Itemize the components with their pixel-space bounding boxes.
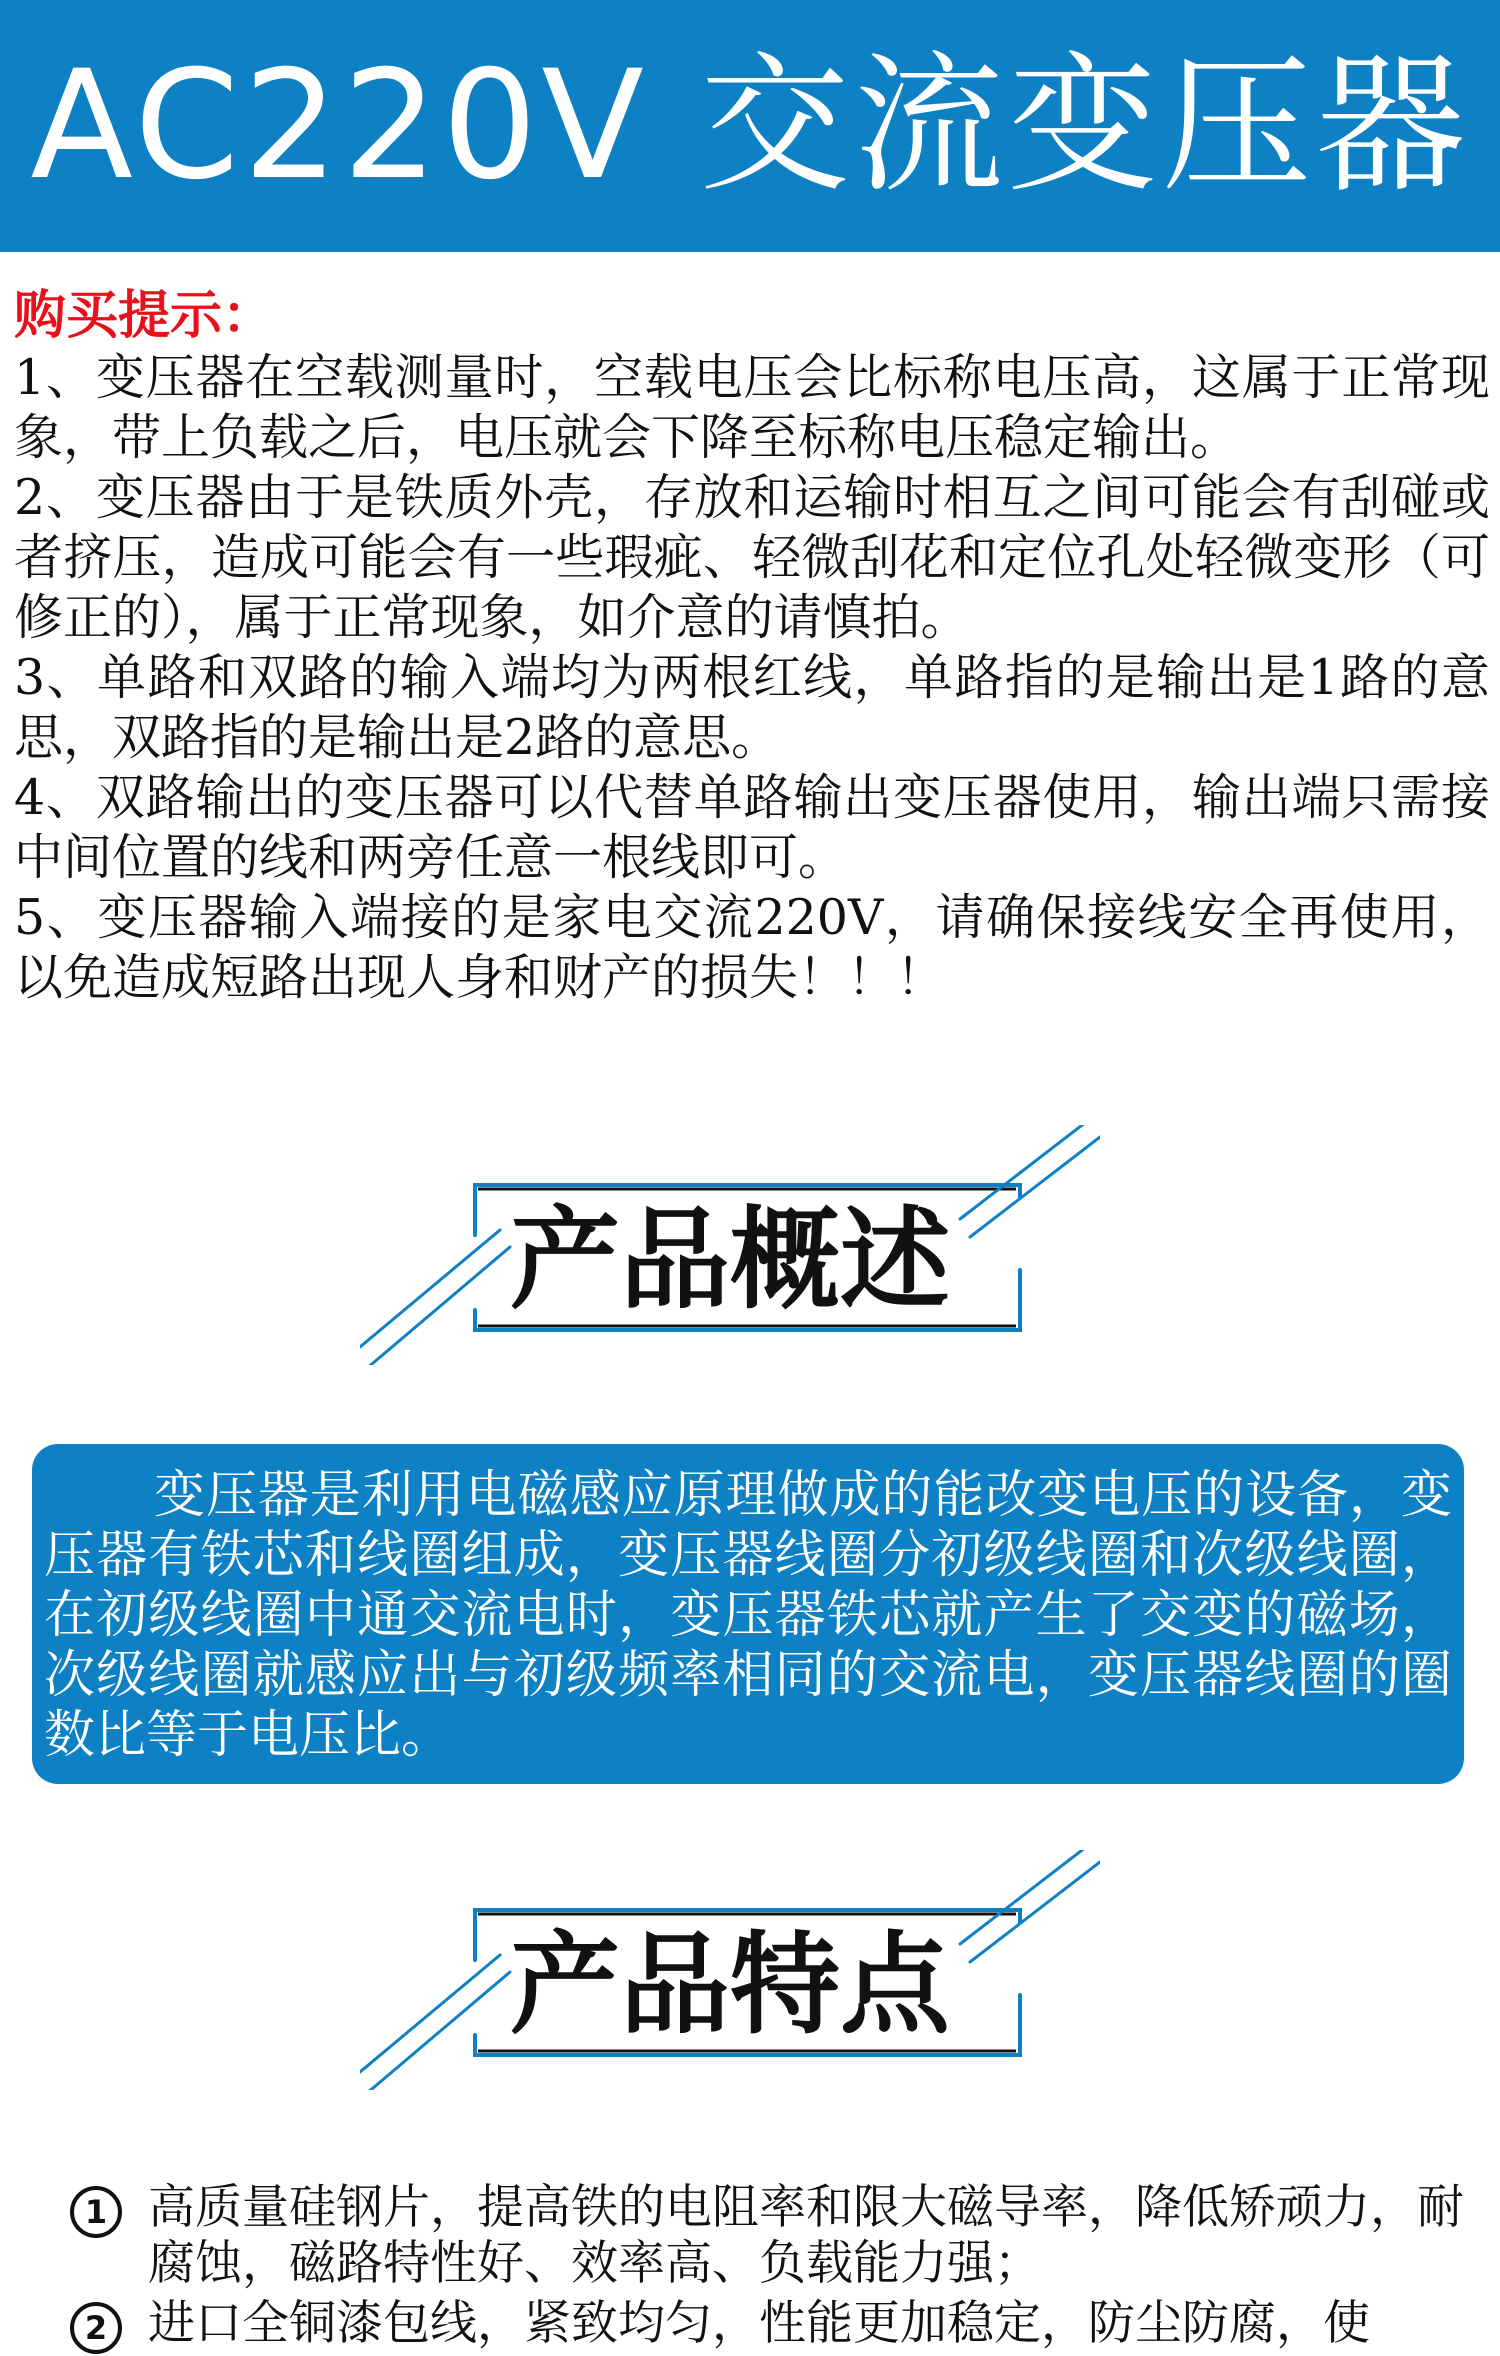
feature-text: 高质量硅钢片，提高铁的电阻率和限大磁导率，降低矫顽力，耐腐蚀，磁路特性好、效率高、负载能力强； — [148, 2180, 1464, 2291]
feature-item — [70, 2296, 1470, 2352]
circled-number-badge: 1 — [70, 2186, 122, 2238]
tip-item: 3、单路和双路的输入端均为两根红线，单路指的是输出是1路的意思，双路指的是输出是2路的意思。 — [14, 649, 1490, 766]
page-title: AC220V 交流变压器 — [30, 39, 1470, 213]
section-title: 产品概述 — [510, 1196, 950, 1324]
overview-box — [32, 1444, 1464, 1784]
overview-heading — [360, 1125, 1100, 1365]
tip-item: 5、变压器输入端接的是家电交流220V，请确保接线安全再使用，以免造成短路出现人身和财产的损失！！！ — [14, 889, 1490, 1006]
feature-item — [70, 2180, 1470, 2292]
tip-item: 4、双路输出的变压器可以代替单路输出变压器使用，输出端只需接中间位置的线和两旁任意一根线即可。 — [14, 769, 1490, 886]
feature-text: 进口全铜漆包线，紧致均匀，性能更加稳定，防尘防腐，使 — [148, 2296, 1370, 2351]
section-title: 产品特点 — [510, 1921, 950, 2049]
purchase-tips — [14, 286, 1490, 1008]
feature-list — [70, 2180, 1470, 2356]
features-heading — [360, 1850, 1100, 2090]
title-banner — [0, 0, 1500, 252]
tips-heading: 购买提示： — [14, 285, 275, 346]
circled-number-badge: 2 — [70, 2302, 122, 2354]
tip-item: 2、变压器由于是铁质外壳，存放和运输时相互之间可能会有刮碰或者挤压，造成可能会有一些瑕疵、轻微刮花和定位孔处轻微变形（可修正的），属于正常现象，如介意的请慎拍。 — [14, 469, 1490, 646]
overview-text: 变压器是利用电磁感应原理做成的能改变电压的设备，变压器有铁芯和线圈组成，变压器线圈分初级线圈和次级线圈，在初级线圈中通交流电时，变压器铁芯就产生了交变的磁场，次级线圈就感应出与初级频率相同的交流电，变压器线圈的圈数比等于电压比。 — [44, 1466, 1452, 1765]
tip-item: 1、变压器在空载测量时，空载电压会比标称电压高，这属于正常现象，带上负载之后，电压就会下降至标称电压稳定输出。 — [14, 349, 1490, 466]
